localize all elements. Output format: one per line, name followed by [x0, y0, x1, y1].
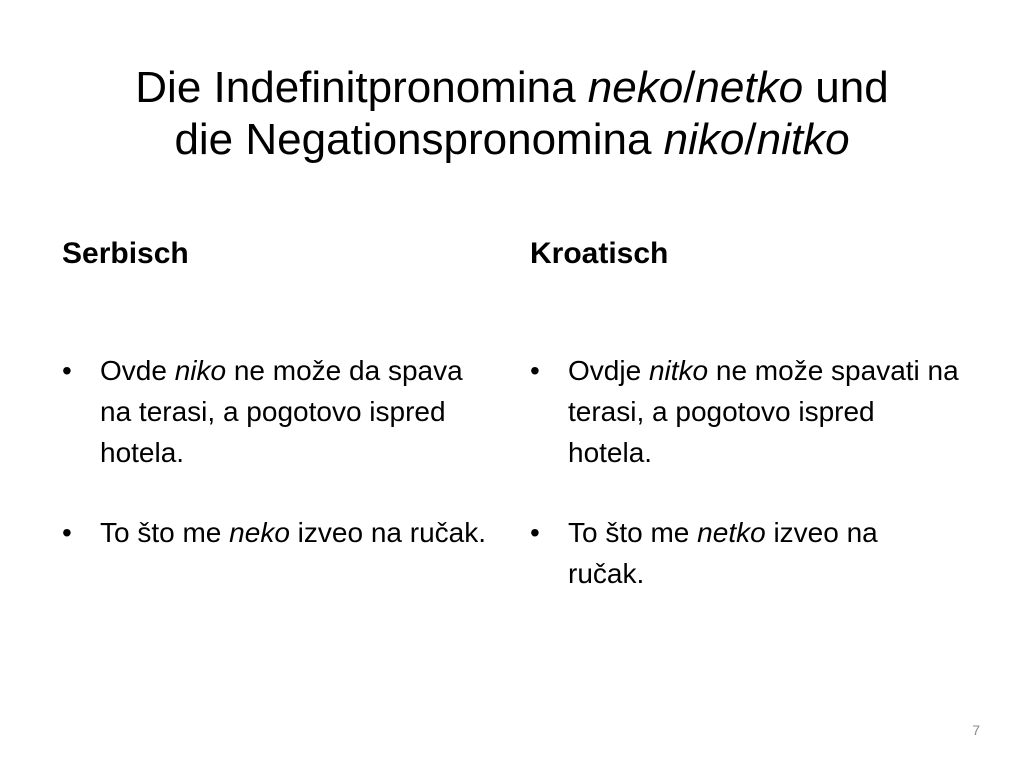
column-heading: Kroatisch: [530, 237, 669, 270]
item-text: izveo na ručak.: [289, 517, 486, 548]
item-emphasis: netko: [697, 517, 766, 548]
item-text: izveo na ručak.: [568, 517, 878, 589]
title-slash: /: [744, 115, 757, 164]
title-text: und: [803, 63, 889, 112]
title-line-2: [40, 114, 984, 166]
title-slash: /: [683, 63, 696, 112]
item-text: Ovdje: [568, 355, 649, 386]
slide-title: [40, 62, 984, 166]
item-text: To što me: [568, 517, 698, 548]
list-item: [62, 512, 492, 553]
column-serbian: [62, 236, 492, 548]
item-text: Ovde: [100, 355, 175, 386]
column-heading: Serbisch: [62, 237, 189, 270]
item-text: To što me: [100, 517, 230, 548]
title-text: Die Indefinitpronomina: [135, 63, 588, 112]
list-item: [530, 350, 960, 473]
list-item: [62, 350, 492, 473]
item-emphasis: nitko: [648, 355, 709, 386]
title-text: die Negationspronomina: [174, 115, 664, 164]
title-line-1: [40, 62, 984, 114]
bullet-icon: •: [530, 355, 540, 386]
title-emphasis: netko: [695, 63, 804, 112]
title-emphasis: neko: [587, 63, 684, 112]
title-emphasis: nitko: [756, 115, 850, 164]
list-item: [530, 512, 960, 594]
title-emphasis: niko: [663, 115, 745, 164]
bullet-list: [530, 350, 960, 633]
page-number: 7: [972, 722, 980, 738]
item-emphasis: neko: [229, 517, 290, 548]
item-emphasis: niko: [174, 355, 227, 386]
bullet-icon: •: [530, 517, 540, 548]
item-text: ne može da spava na terasi, a pogotovo ispred hotela.: [100, 355, 463, 468]
bullet-icon: •: [62, 355, 72, 386]
column-croatian: [530, 236, 960, 589]
bullet-icon: •: [62, 517, 72, 548]
item-text: ne može spavati na terasi, a pogotovo ispred hotela.: [568, 355, 959, 468]
bullet-list: [62, 350, 492, 592]
